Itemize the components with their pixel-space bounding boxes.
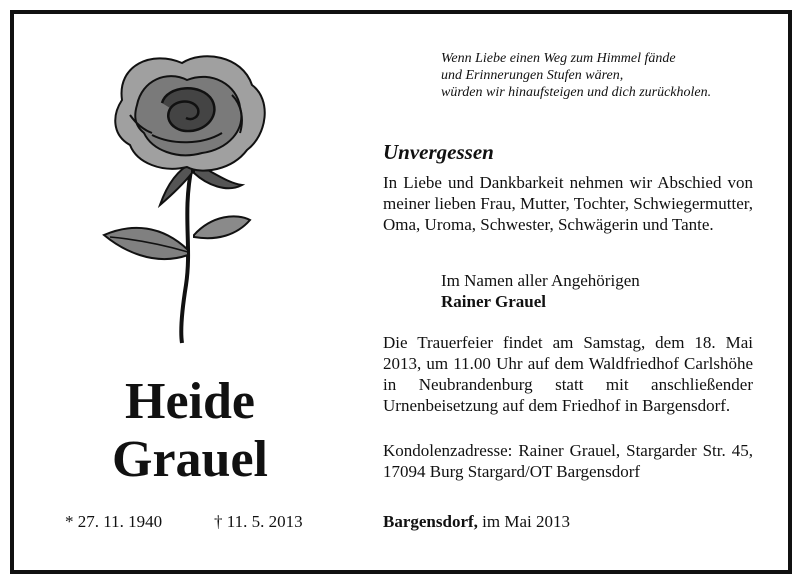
- birth-date: * 27. 11. 1940: [65, 512, 163, 531]
- funeral-paragraph: Die Trauerfeier findet am Samstag, dem 18. Mai 2013, um 11.00 Uhr auf dem Waldfriedhof Carlshöhe in Neubrandenburg statt mit anschließender Urnenbeisetzung auf dem Friedhof in Bargensdorf.: [383, 333, 753, 415]
- rose-icon: [82, 45, 282, 345]
- last-name: Grauel: [112, 431, 268, 488]
- poem-line: Wenn Liebe einen Weg zum Himmel fände: [441, 51, 676, 66]
- signer-name: Rainer Grauel: [441, 292, 546, 311]
- heading: Unvergessen: [383, 140, 494, 164]
- place: Bargensdorf,: [383, 512, 478, 531]
- poem: [441, 50, 771, 101]
- date: im Mai 2013: [477, 512, 571, 531]
- on-behalf-text: Im Namen aller Angehörigen: [441, 271, 640, 290]
- poem-line: würden wir hinaufsteigen und dich zurückholen.: [441, 85, 712, 100]
- farewell-paragraph: In Liebe und Dankbarkeit nehmen wir Abschied von meiner lieben Frau, Mutter, Tochter, Schwiegermutter, Oma, Uroma, Schwester, Schwägerin und Tante.: [383, 173, 753, 234]
- first-name: Heide: [125, 373, 255, 430]
- place-date: [383, 512, 570, 532]
- condolence-address: Kondolenzadresse: Rainer Grauel, Stargarder Str. 45, 17094 Burg Stargard/OT Bargensdorf: [383, 441, 753, 481]
- death-date: † 11. 5. 2013: [214, 512, 303, 531]
- poem-line: und Erinnerungen Stufen wären,: [441, 68, 624, 83]
